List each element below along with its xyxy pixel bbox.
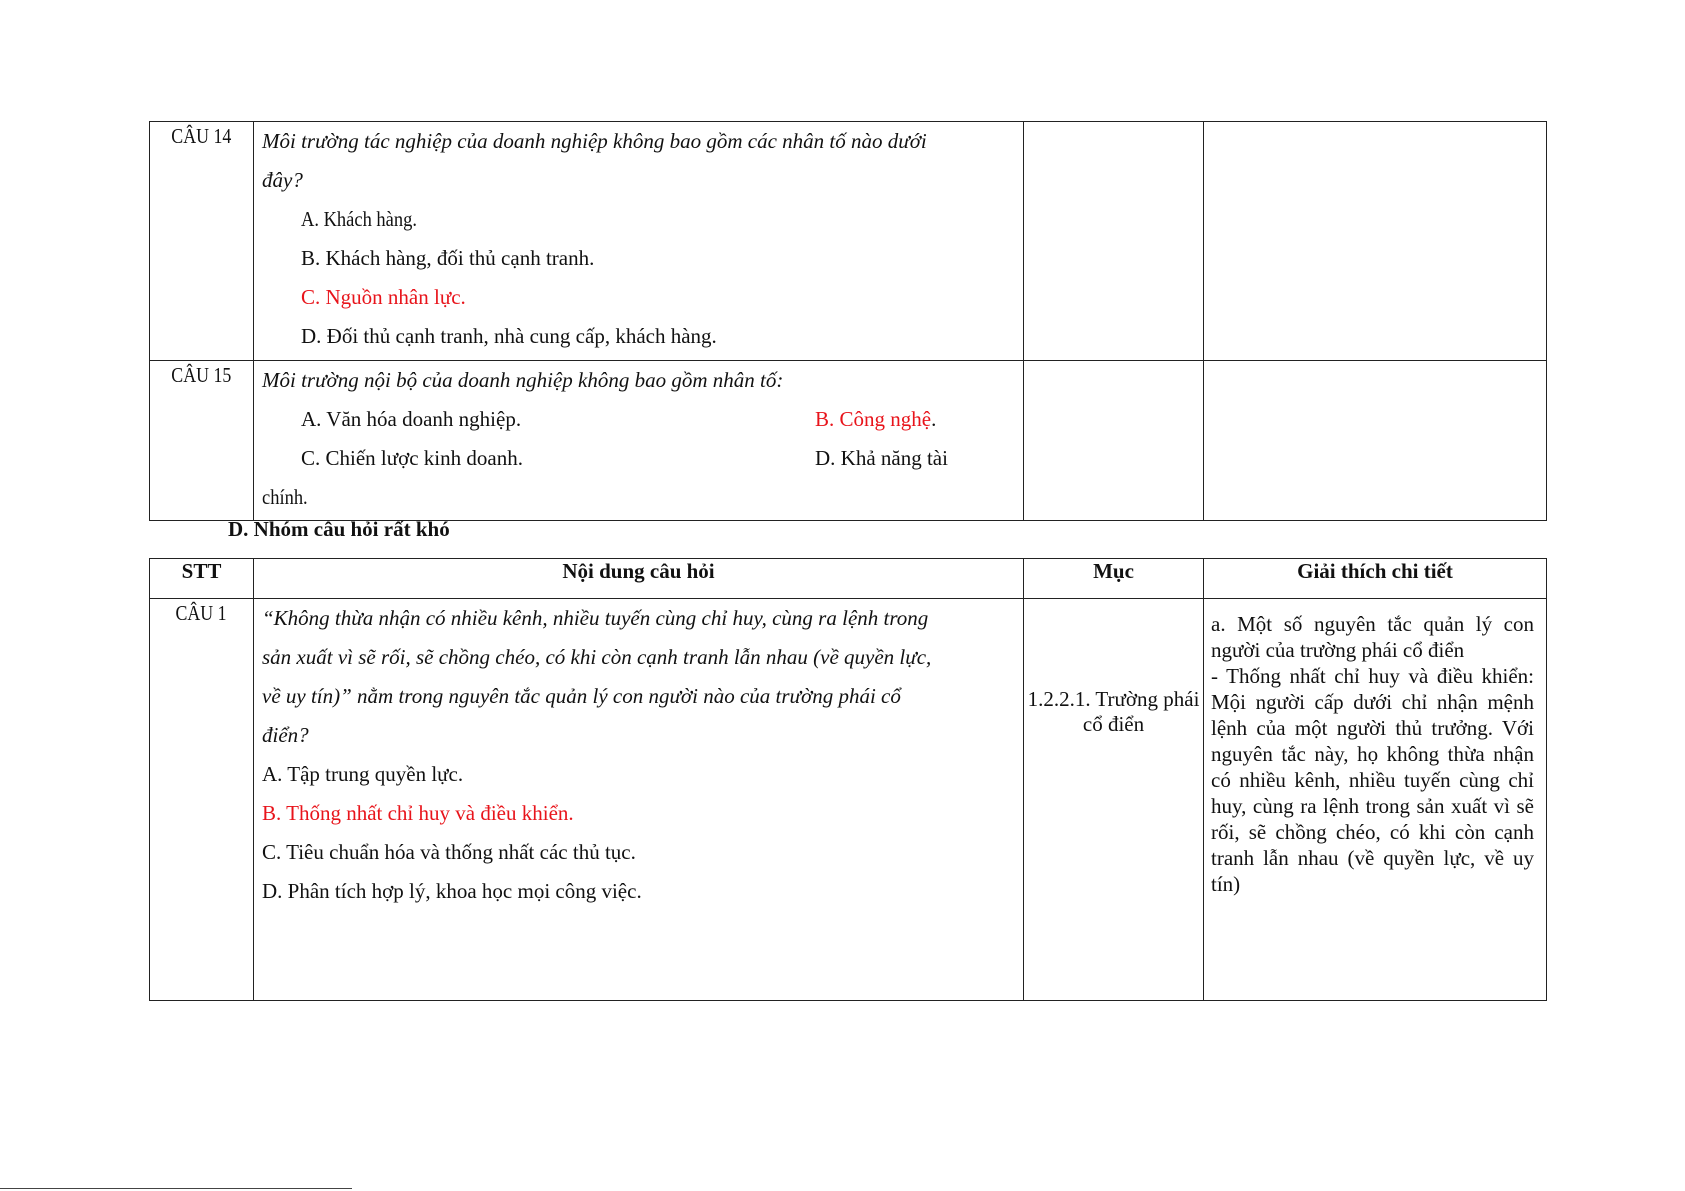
question-text-line: về uy tín)” nằm trong nguyên tắc quản lý con người nào của trường phái cổ <box>262 684 901 708</box>
option-a: A. Văn hóa doanh nghiệp. <box>301 407 522 431</box>
option-d-continued: chính. <box>262 485 308 509</box>
option-a: A. Tập trung quyền lực. <box>262 762 464 786</box>
question-text-line: Môi trường tác nghiệp của doanh nghiệp không bao gồm các nhân tố nào dưới <box>262 129 927 153</box>
question-number: CÂU 14 <box>150 122 254 361</box>
explanation-heading: a. Một số nguyên tắc quản lý con người của trường phái cổ điển <box>1211 612 1534 662</box>
option-a: A. Khách hàng. <box>301 207 417 231</box>
question-content <box>254 361 1024 521</box>
section-ref-cell <box>1024 122 1204 361</box>
section-ref-cell: 1.2.2.1. Trường phái cổ điển <box>1024 599 1204 1001</box>
question-content <box>254 599 1024 1001</box>
table-row <box>150 361 1547 521</box>
question-text-line: đây? <box>262 168 303 192</box>
header-explanation: Giải thích chi tiết <box>1204 559 1547 599</box>
option-d: D. Đối thủ cạnh tranh, nhà cung cấp, khách hàng. <box>301 324 717 348</box>
option-d: D. Phân tích hợp lý, khoa học mọi công việc. <box>262 879 642 903</box>
section-ref-cell <box>1024 361 1204 521</box>
question-text-line: sản xuất vì sẽ rối, sẽ chồng chéo, có khi còn cạnh tranh lẫn nhau (về quyền lực, <box>262 645 932 669</box>
option-b: B. Khách hàng, đối thủ cạnh tranh. <box>301 246 595 270</box>
header-question-content: Nội dung câu hỏi <box>254 559 1024 599</box>
question-content <box>254 122 1024 361</box>
option-c: C. Chiến lược kinh doanh. <box>301 446 523 470</box>
question-number: CÂU 1 <box>150 599 254 1001</box>
option-c: C. Tiêu chuẩn hóa và thống nhất các thủ tục. <box>262 840 636 864</box>
explanation-cell <box>1204 599 1547 1001</box>
explanation-text: - Thống nhất chỉ huy và điều khiển: Mội người cấp dưới chỉ nhận mệnh lệnh của một người thủ trưởng. Với nguyên tắc này, họ không thừa nhận có nhiều kênh, nhiều tuyến cùng chỉ huy, cùng ra lệnh trong sản xuất vì sẽ rối, sẽ chồng chéo, có khi còn cạnh tranh lẫn nhau (về quyền lực, về uy tín) <box>1211 664 1534 896</box>
header-section-ref: Mục <box>1024 559 1204 599</box>
option-c-correct: C. Nguồn nhân lực. <box>301 285 466 309</box>
section-heading: D. Nhóm câu hỏi rất khó <box>228 517 450 541</box>
question-text-line: “Không thừa nhận có nhiều kênh, nhiều tuyến cùng chỉ huy, cùng ra lệnh trong <box>262 606 929 630</box>
question-text: Môi trường nội bộ của doanh nghiệp không bao gồm nhân tố: <box>262 368 784 392</box>
options-row-cd <box>262 439 1019 478</box>
footnote-separator <box>0 1188 352 1189</box>
question-text-line: điển? <box>262 723 309 747</box>
questions-table-very-hard <box>149 558 1547 1001</box>
header-stt: STT <box>150 559 254 599</box>
table-row <box>150 122 1547 361</box>
questions-table-hard <box>149 121 1547 521</box>
table-row <box>150 599 1547 1001</box>
table-header-row <box>150 559 1547 599</box>
options-row-ab <box>262 400 1019 439</box>
option-b-correct: B. Công nghệ. <box>815 407 937 431</box>
option-b-correct: B. Thống nhất chỉ huy và điều khiển. <box>262 801 574 825</box>
explanation-cell <box>1204 122 1547 361</box>
question-number: CÂU 15 <box>150 361 254 521</box>
explanation-cell <box>1204 361 1547 521</box>
option-d: D. Khả năng tài <box>815 446 948 470</box>
